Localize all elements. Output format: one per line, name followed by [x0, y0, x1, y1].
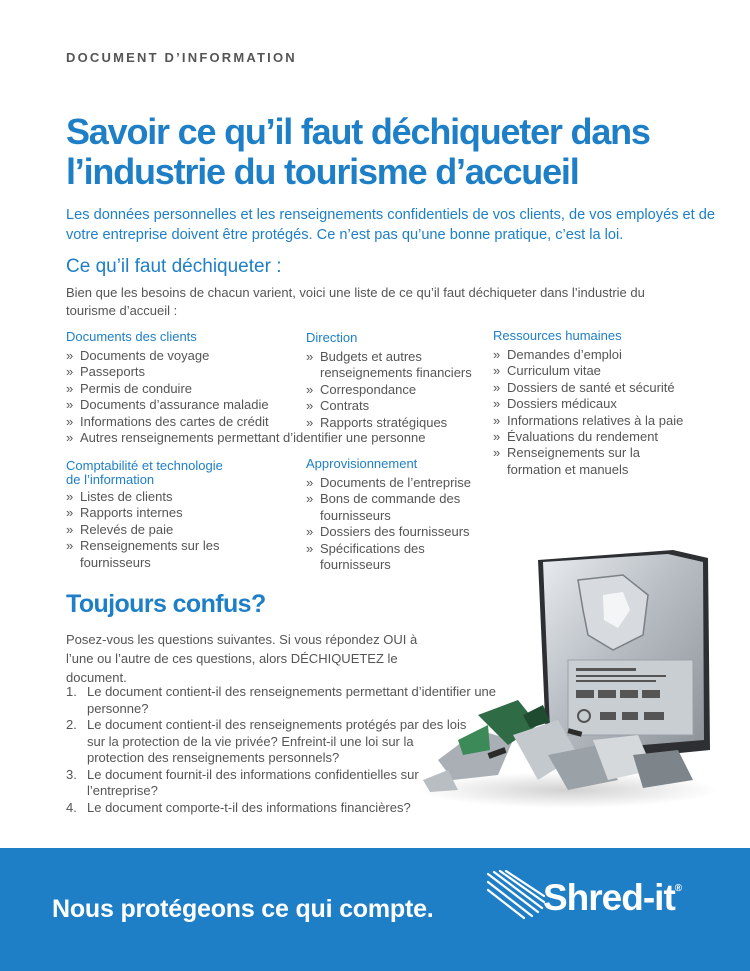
clients-heading: Documents des clients: [66, 329, 197, 344]
procurement-heading: Approvisionnement: [306, 456, 418, 471]
list-item: [66, 800, 506, 817]
question-number: 4.: [66, 799, 77, 815]
list-item: » Renseignements sur la formation et manuels: [493, 445, 677, 478]
accounting-list: [66, 489, 236, 571]
list-item: [66, 717, 506, 767]
list-item: » Documents d’assurance maladie: [66, 397, 425, 413]
document-type-label: DOCUMENT D’INFORMATION: [66, 50, 297, 65]
list-item: » Correspondance: [306, 382, 486, 398]
list-item: » Rapports internes: [66, 505, 236, 521]
question-number: 3.: [66, 766, 77, 782]
question-text: Le document comporte-t-il des informations financières?: [87, 799, 411, 815]
list-item: [66, 767, 506, 800]
question-text: Le document fournit-il des informations confidentielles sur l’entreprise?: [87, 766, 419, 798]
list-item: » Dossiers médicaux: [493, 396, 703, 412]
question-number: 1.: [66, 684, 77, 699]
intro-paragraph: Les données personnelles et les renseignements confidentiels de vos clients, de vos employés et de votre entreprise doivent être protégés. Ce n’est pas qu’une bonne pratique, c’est la loi.: [66, 207, 716, 243]
hr-list: [493, 347, 703, 478]
list-item: » Permis de conduire: [66, 381, 425, 397]
direction-heading: Direction: [306, 330, 358, 345]
what-to-shred-lead: Bien que les besoins de chacun varient, voici une liste de ce qu’il faut déchiqueter dans l’industrie du tourisme d’accueil :: [66, 285, 645, 318]
hr-heading: Ressources humaines: [493, 328, 622, 343]
brand-logo: [543, 877, 681, 919]
list-item: [66, 684, 506, 717]
list-item: » Évaluations du rendement: [493, 429, 703, 445]
accounting-heading-line-2: de l’information: [66, 472, 155, 487]
footer-tagline: Nous protégeons ce qui compte.: [52, 895, 434, 923]
list-item: » Documents de voyage: [66, 348, 425, 364]
what-to-shred-heading: Ce qu’il faut déchiqueter :: [66, 256, 282, 277]
list-item: » Curriculum vitae: [493, 363, 703, 379]
brand-name: Shred-it: [543, 877, 675, 918]
page-title: [66, 112, 726, 192]
list-item: » Passeports: [66, 364, 425, 380]
accounting-heading-line-1: Comptabilité et technologie: [66, 458, 223, 473]
list-item: » Listes de clients: [66, 489, 236, 505]
question-number: 2.: [66, 717, 77, 732]
trademark-symbol: ®: [674, 883, 682, 894]
list-item: » Documents de l’entreprise: [306, 475, 486, 491]
shred-it-logo-icon: [486, 868, 546, 924]
question-text: Le document contient-il des renseignements permettant d’identifier une personne?: [87, 684, 497, 716]
list-item: » Demandes d’emploi: [493, 347, 703, 363]
list-item: » Dossiers de santé et sécurité: [493, 380, 703, 396]
questions-list: [66, 684, 506, 816]
page-title-line-2: l’industrie du tourisme d’accueil: [66, 151, 579, 192]
list-item: » Renseignements sur les fournisseurs: [66, 538, 230, 571]
list-item: » Autres renseignements permettant d’identifier une personne: [66, 430, 425, 446]
list-item: » Contrats: [306, 398, 486, 414]
question-text: Le document contient-il des renseignements protégés par des lois sur la protection de la vie privée? Enfreint-il une loi sur la protection des renseignements personnels?: [87, 717, 467, 765]
list-item: » Dossiers des fournisseurs: [306, 524, 486, 540]
page-title-line-1: Savoir ce qu’il faut déchiqueter dans: [66, 111, 650, 152]
list-item: » Budgets et autres renseignements financiers: [306, 349, 486, 382]
list-item: » Informations des cartes de crédit: [66, 414, 425, 430]
confused-intro: Posez-vous les questions suivantes. Si vous répondez OUI à l’une ou l’autre de ces questions, alors DÉCHIQUETEZ le document.: [66, 632, 418, 685]
list-item: » Bons de commande des fournisseurs: [306, 491, 472, 524]
accounting-heading: [66, 459, 223, 487]
list-item: » Rapports stratégiques: [306, 415, 486, 431]
list-item: » Spécifications des fournisseurs: [306, 541, 440, 574]
list-item: » Relevés de paie: [66, 522, 236, 538]
direction-list: [306, 349, 486, 431]
confused-heading: Toujours confus?: [66, 590, 266, 618]
list-item: » Informations relatives à la paie: [493, 413, 703, 429]
